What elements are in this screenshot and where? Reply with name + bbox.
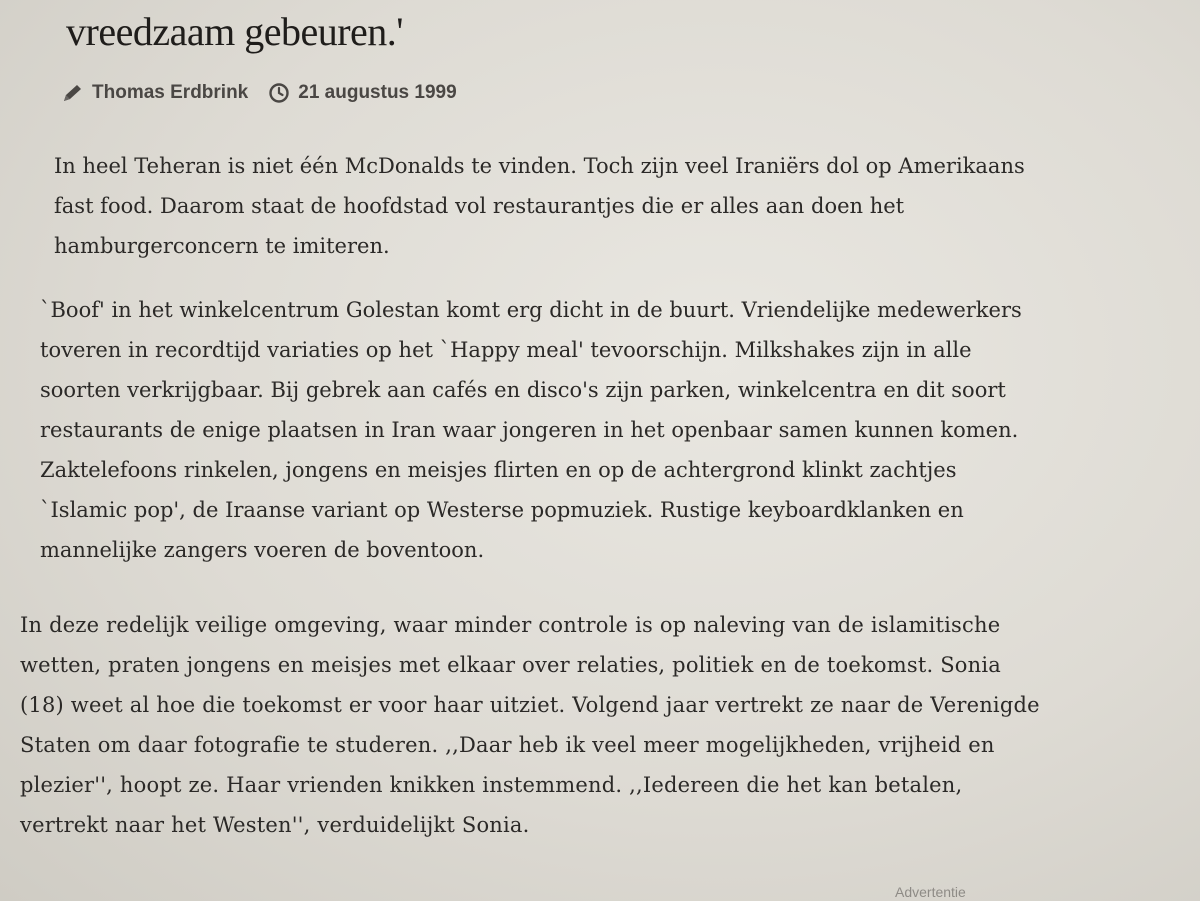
paragraph-line: toveren in recordtijd variaties op het `Happy meal' tevoorschijn. Milkshakes zijn in alle [40, 338, 972, 362]
paragraph-line: vertrekt naar het Westen'', verduidelijkt Sonia. [20, 813, 530, 837]
paragraph-line: In heel Teheran is niet één McDonalds te vinden. Toch zijn veel Iraniërs dol op Amerikaans [54, 154, 1025, 178]
paragraph-line: hamburgerconcern te imiteren. [54, 234, 390, 258]
author-name[interactable]: Thomas Erdbrink [92, 82, 249, 103]
paragraph-line: restaurants de enige plaatsen in Iran waar jongeren in het openbaar samen kunnen komen. [40, 418, 1019, 442]
paragraph-1 [54, 146, 1025, 266]
byline [62, 82, 457, 104]
paragraph-line: soorten verkrijgbaar. Bij gebrek aan cafés en disco's zijn parken, winkelcentra en dit soort [40, 378, 1006, 402]
paragraph-line: plezier'', hoopt ze. Haar vrienden knikken instemmend. ,,Iedereen die het kan betalen, [20, 773, 963, 797]
paragraph-2 [40, 290, 1022, 570]
paragraph-line: Staten om daar fotografie te studeren. ,,Daar heb ik veel meer mogelijkheden, vrijheid en [20, 733, 995, 757]
headline: vreedzaam gebeuren.' [66, 9, 403, 54]
paragraph-line: (18) weet al hoe die toekomst er voor haar uitziet. Volgend jaar vertrekt ze naar de Verenigde [20, 693, 1040, 717]
paragraph-line: `Islamic pop', de Iraanse variant op Westerse popmuziek. Rustige keyboardklanken en [40, 498, 964, 522]
paragraph-line: fast food. Daarom staat de hoofdstad vol restaurantjes die er alles aan doen het [54, 194, 905, 218]
paragraph-line: In deze redelijk veilige omgeving, waar minder controle is op naleving van de islamitische [20, 613, 1001, 637]
paragraph-line: mannelijke zangers voeren de boventoon. [40, 538, 485, 562]
advertisement-label: Advertentie [895, 884, 966, 900]
pencil-icon [62, 83, 84, 103]
publish-date: 21 augustus 1999 [298, 82, 457, 103]
paragraph-3 [20, 605, 1040, 845]
paragraph-line: Zaktelefoons rinkelen, jongens en meisjes flirten en op de achtergrond klinkt zachtjes [40, 458, 957, 482]
clock-icon [268, 82, 290, 104]
paragraph-line: `Boof' in het winkelcentrum Golestan komt erg dicht in de buurt. Vriendelijke medewerkers [40, 298, 1022, 322]
paragraph-line: wetten, praten jongens en meisjes met elkaar over relaties, politiek en de toekomst. Sonia [20, 653, 1001, 677]
